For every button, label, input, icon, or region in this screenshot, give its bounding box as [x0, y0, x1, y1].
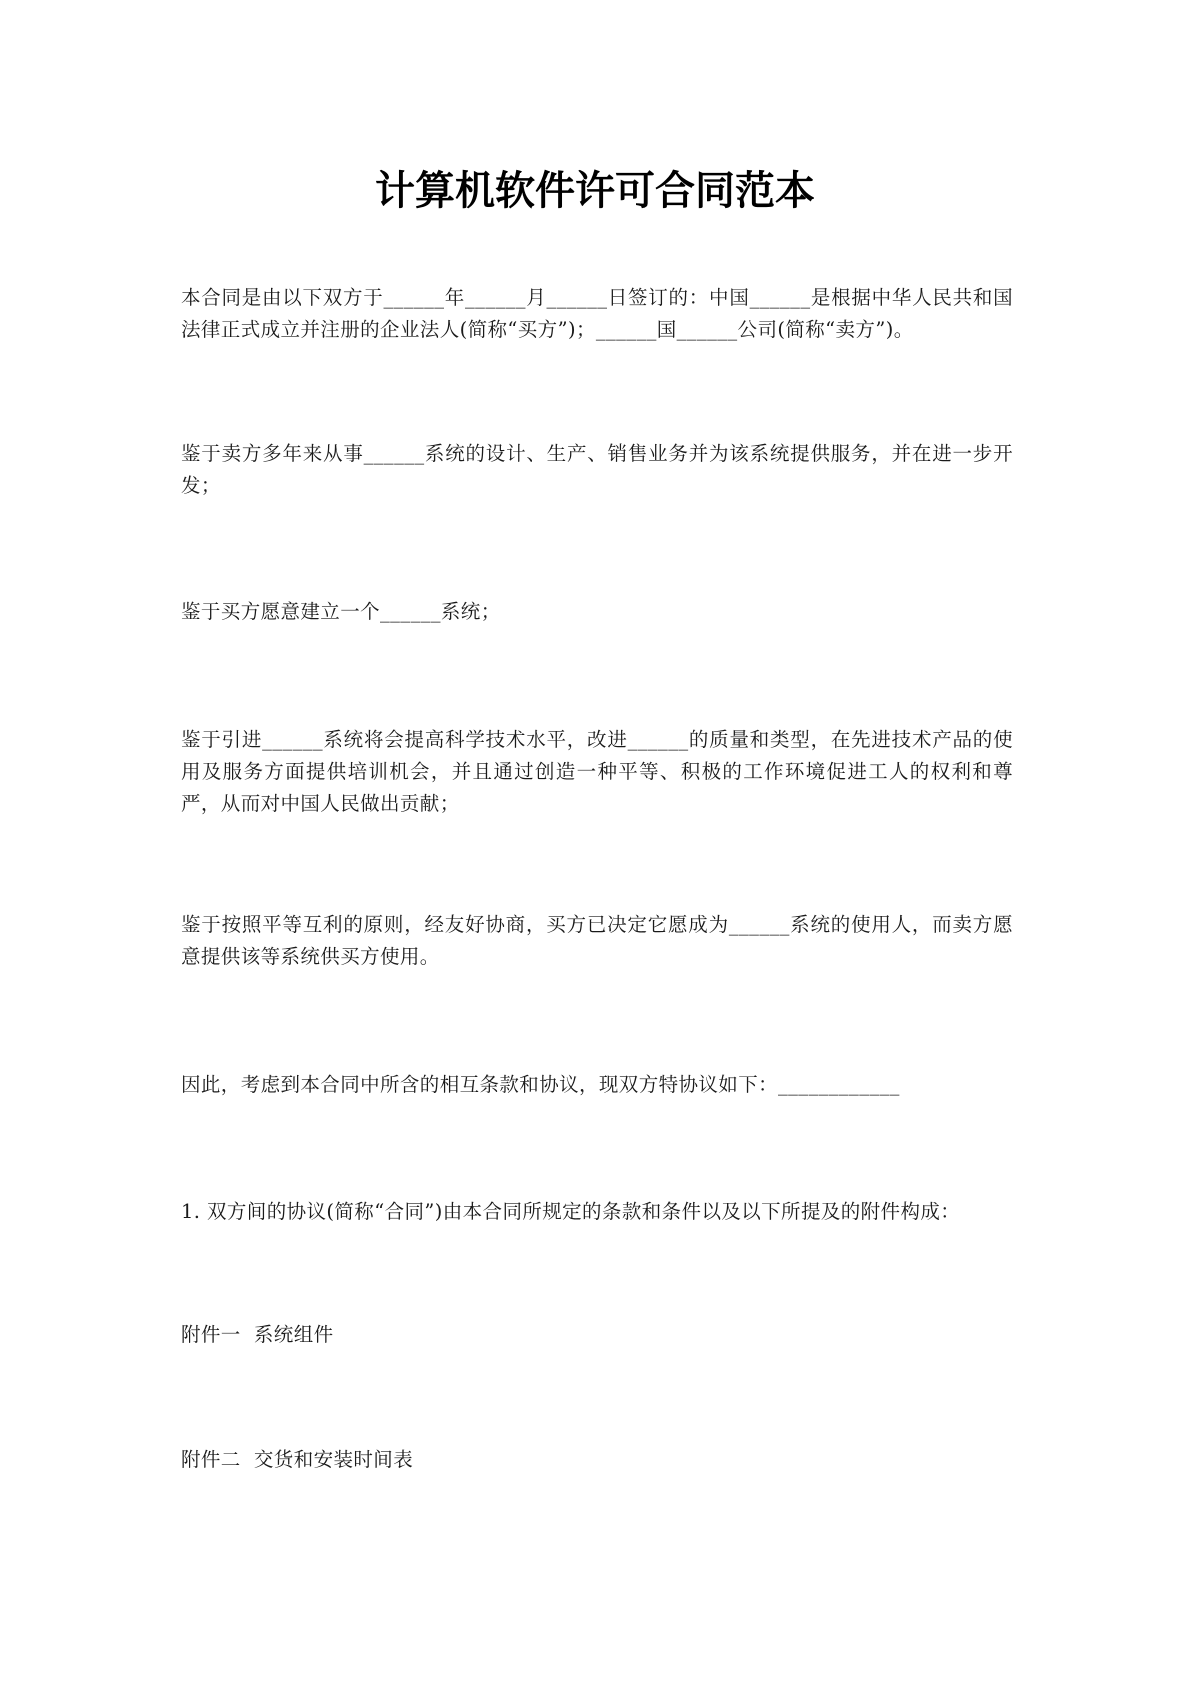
clause-1: 1. 双方间的协议(简称“合同”)由本合同所规定的条款和条件以及以下所提及的附件构成： — [181, 1200, 961, 1223]
annex-2: 附件二 交货和安装时间表 — [181, 1448, 414, 1471]
document-title: 计算机软件许可合同范本 — [375, 167, 815, 214]
paragraph-mutual-benefit: 鉴于按照平等互利的原则，经友好协商，买方已决定它愿成为______系统的使用人，而卖方愿意提供该等系统供买方使用。 — [181, 913, 1013, 968]
annex-1: 附件一 系统组件 — [181, 1323, 334, 1346]
paragraph-seller-background: 鉴于卖方多年来从事______系统的设计、生产、销售业务并为该系统提供服务，并在进一步开发； — [181, 442, 1013, 497]
paragraph-buyer-intent: 鉴于买方愿意建立一个______系统； — [181, 600, 501, 623]
paragraph-parties: 本合同是由以下双方于______年______月______日签订的：中国______是根据中华人民共和国法律正式成立并注册的企业法人(简称“买方”)；______国______公司(简称“卖方”)。 — [181, 286, 1013, 341]
paragraph-agreement-intro: 因此，考虑到本合同中所含的相互条款和协议，现双方特协议如下：____________ — [181, 1073, 900, 1096]
paragraph-benefits: 鉴于引进______系统将会提高科学技术水平，改进______的质量和类型，在先进技术产品的使用及服务方面提供培训机会，并且通过创造一种平等、积极的工作环境促进工人的权利和尊严，从而对中国人民做出贡献； — [181, 728, 1013, 815]
